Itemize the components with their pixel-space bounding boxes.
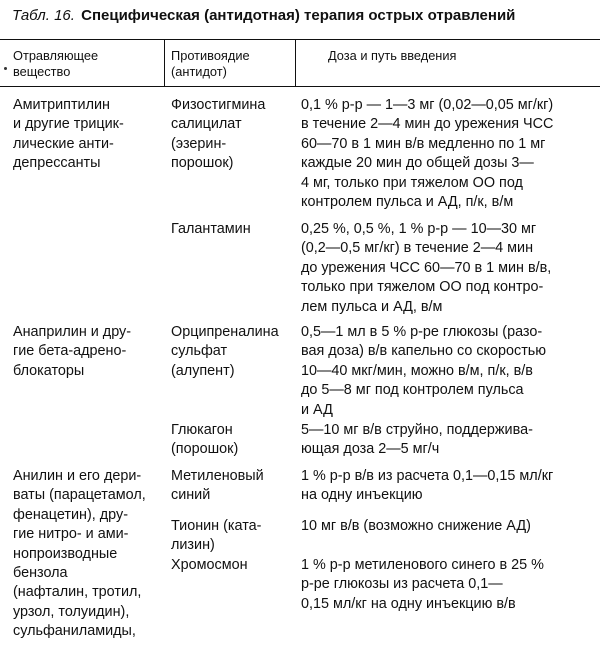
antidote-physostigmine: Физостигмина салицилат (эзерин- порошок) <box>171 97 266 172</box>
antidote-galantamine: Галантамин <box>171 221 251 237</box>
dose-chromosmon: 1 % р-р метиленового синего в 25 % р-ре глюкозы из расчета 0,1— 0,15 мл/кг на одну инъекцию в/в <box>301 557 544 612</box>
dose-methylene-blue: 1 % р-р в/в из расчета 0,1—0,15 мл/кг на одну инъекцию <box>301 468 554 504</box>
header-top-rule <box>0 39 600 40</box>
header-bottom-rule <box>0 86 600 87</box>
dose-orciprenaline: 0,5—1 мл в 5 % р-ре глюкозы (разо- вая доза) в/в капельно со скоростью 10—40 мкг/мин, можно в/м, п/к, в/в до 5—8 мг под контролем пульса и АД <box>301 324 547 418</box>
poison-aniline: Анилин и его дери- ваты (парацетамол, фенацетин), дру- гие нитро- и ами- нопроизводные бензола (нафталин, тротил, урзол, толуидин), сульфаниламиды, <box>13 468 146 640</box>
dose-physostigmine: 0,1 % р-р — 1—3 мг (0,02—0,05 мг/кг) в течение 2—4 мин до урежения ЧСС 60—70 в 1 мин в/в медленно по 1 мг каждые 20 мин до общей дозы 3— 4 мг, только при тяжелом ОО под контролем пульса и АД, п/к, в/м <box>301 97 554 211</box>
dose-glucagon: 5—10 мг в/в струйно, поддержива- ющая доза 2—5 мг/ч <box>301 422 533 458</box>
header-divider-1 <box>164 39 165 86</box>
table-caption <box>12 6 515 26</box>
header-dose: Доза и путь введения <box>328 48 457 63</box>
antidote-orciprenaline: Орципреналина сульфат (алупент) <box>171 324 279 379</box>
poison-amitriptyline: Амитриптилин и другие трицик- лические анти- депрессанты <box>13 97 124 172</box>
dose-thionine: 10 мг в/в (возможно снижение АД) <box>301 518 531 534</box>
header-antidote: Противоядие (антидот) <box>171 48 250 79</box>
caption-number: Табл. 16. <box>12 7 75 24</box>
header-divider-2 <box>295 39 296 86</box>
antidote-thionine: Тионин (ката- лизин) <box>171 518 262 554</box>
caption-title: Специфическая (антидотная) терапия острых отравлений <box>81 7 516 24</box>
antidote-glucagon: Глюкагон (порошок) <box>171 422 239 458</box>
dose-galantamine: 0,25 %, 0,5 %, 1 % р-р — 10—30 мг (0,2—0,5 мг/кг) в течение 2—4 мин до урежения ЧСС 60—70 в 1 мин в/в, только при тяжелом ОО под контро- лем пульса и АД, в/м <box>301 221 552 315</box>
poison-anaprilin: Анаприлин и дру- гие бета-адрено- блокаторы <box>13 324 132 379</box>
antidote-chromosmon: Хромосмон <box>171 557 248 573</box>
header-poison: Отравляющее вещество <box>13 48 99 79</box>
antidote-methylene-blue: Метиленовый синий <box>171 468 264 504</box>
scan-speck <box>4 67 7 70</box>
